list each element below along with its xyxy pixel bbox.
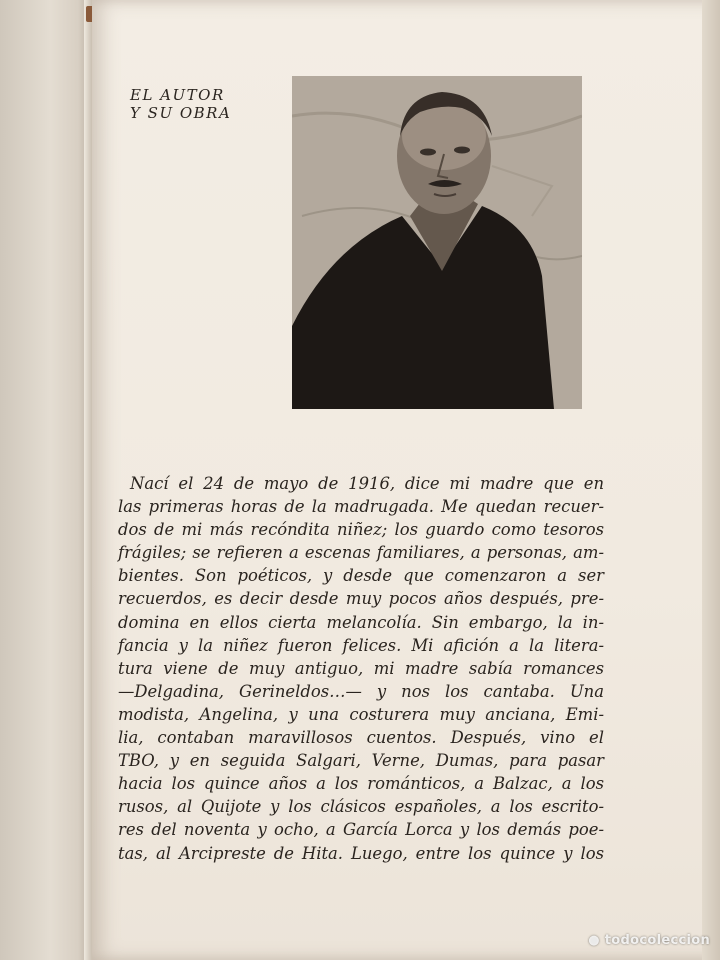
page-gutter bbox=[84, 0, 92, 960]
paragraph-line: recuerdos, es decir desde muy pocos años después, pre- bbox=[118, 589, 604, 609]
section-title bbox=[130, 86, 231, 122]
paragraph-line: dos de mi más recóndita niñez; los guardo como tesoros bbox=[118, 520, 604, 540]
paragraph-line: tura viene de muy antiguo, mi madre sabía romances bbox=[118, 658, 604, 678]
author-biography-paragraph bbox=[118, 472, 604, 865]
paragraph-line: res del noventa y ocho, a García Lorca y los demás poe- bbox=[118, 820, 604, 840]
paragraph-line: modista, Angelina, y una costurera muy anciana, Emi- bbox=[118, 704, 604, 724]
section-title-line1: EL AUTOR bbox=[130, 86, 225, 104]
paragraph-line: hacia los quince años a los románticos, a Balzac, a los bbox=[118, 774, 604, 794]
paragraph-line: frágiles; se refieren a escenas familiares, a personas, am- bbox=[118, 543, 604, 563]
section-title-line2: Y SU OBRA bbox=[130, 104, 232, 122]
portrait-image bbox=[292, 76, 582, 409]
paragraph-line: rusos, al Quijote y los clásicos españoles, a los escrito- bbox=[118, 797, 604, 817]
paragraph-line: domina en ellos cierta melancolía. Sin embargo, la in- bbox=[118, 612, 604, 632]
paragraph-line: tas, al Arcipreste de Hita. Luego, entre los quince y los bbox=[118, 843, 604, 863]
paragraph-line: las primeras horas de la madrugada. Me quedan recuer- bbox=[118, 497, 604, 517]
paragraph-line: fancia y la niñez fueron felices. Mi afición a la litera- bbox=[118, 635, 604, 655]
facing-page bbox=[0, 0, 92, 960]
paragraph-line: lia, contaban maravillosos cuentos. Después, vino el bbox=[118, 728, 604, 748]
paragraph-line: bientes. Son poéticos, y desde que comenzaron a ser bbox=[118, 566, 604, 586]
paragraph-line: TBO, y en seguida Salgari, Verne, Dumas, para pasar bbox=[118, 751, 604, 771]
page-edge bbox=[702, 0, 720, 960]
author-portrait-photo bbox=[292, 76, 582, 409]
paragraph-line: —Delgadina, Gerineldos…— y nos los cantaba. Una bbox=[118, 681, 604, 701]
paragraph-line: Nací el 24 de mayo de 1916, dice mi madre que en bbox=[130, 474, 604, 493]
watermark: ● todocoleccion bbox=[588, 933, 710, 948]
